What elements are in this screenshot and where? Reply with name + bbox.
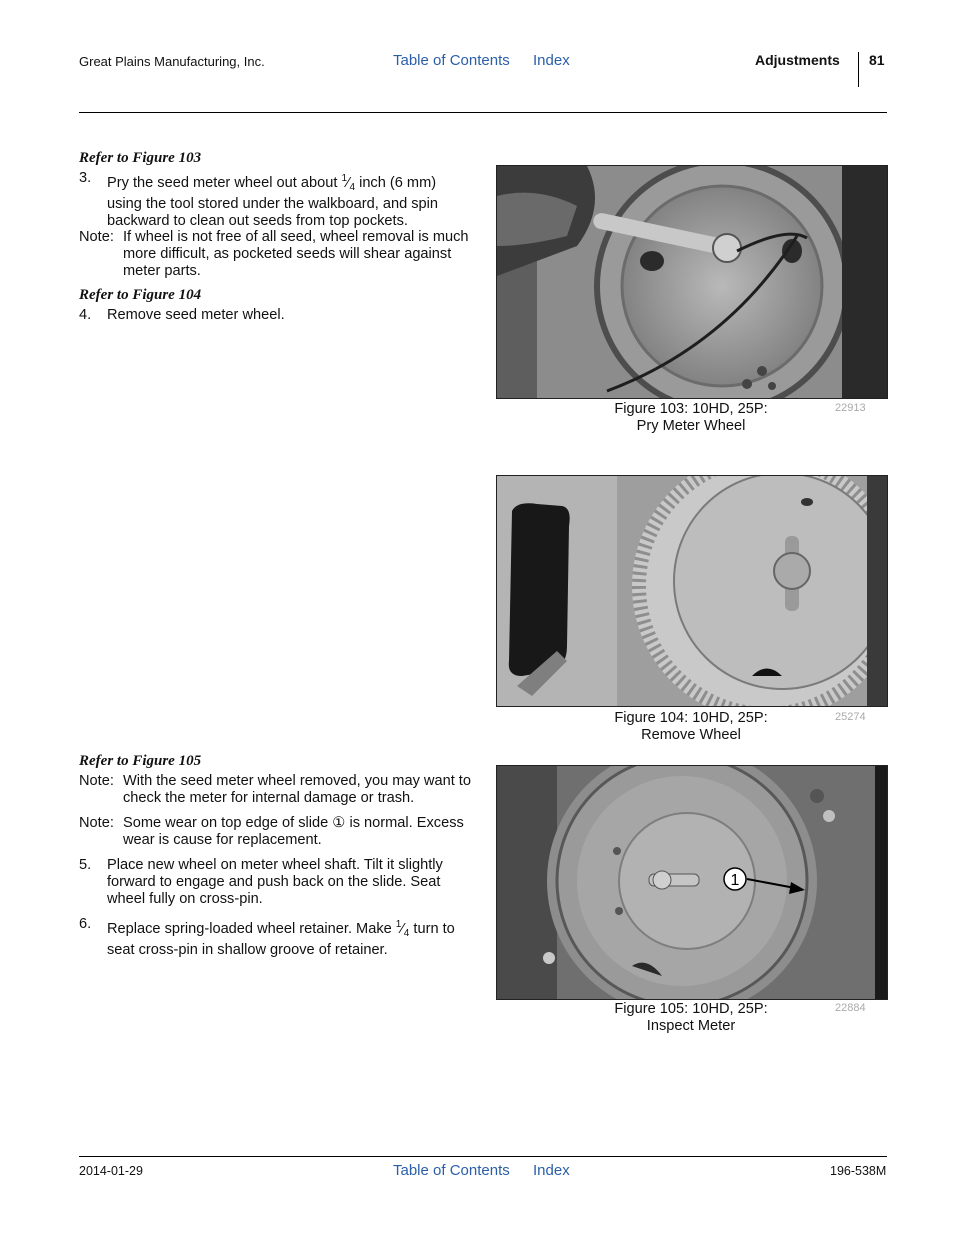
header-toc-link[interactable]: Table of Contents [393, 52, 510, 69]
fraction: $^1⁄_4$ [341, 173, 356, 193]
company-name: Great Plains Manufacturing, Inc. [79, 54, 265, 69]
step-text: turn to seat cross-pin in shallow groove of retainer. [107, 921, 455, 958]
note-text: With the seed meter wheel removed, you may want to check the meter for internal damage or trash. [123, 773, 471, 806]
step-number: 6. [79, 916, 92, 932]
document-number: 196-538M [830, 1164, 887, 1178]
step-text: Replace spring-loaded wheel retainer. Make [107, 921, 396, 937]
footer-index-link[interactable]: Index [533, 1162, 570, 1179]
note-3 [79, 815, 471, 849]
caption-line: Figure 103: 10HD, 25P: [614, 401, 768, 417]
step-text: Remove seed meter wheel. [107, 307, 285, 323]
header-divider [858, 52, 859, 87]
header-index-link[interactable]: Index [533, 52, 570, 69]
step-text: Pry the seed meter wheel out about [107, 175, 342, 191]
header-rule [79, 112, 887, 113]
page-number: 81 [869, 52, 885, 68]
caption-line: Pry Meter Wheel [636, 418, 746, 434]
figure-104-caption [496, 710, 886, 744]
figure-103-number: 22913 [835, 402, 866, 414]
note-label: Note: [79, 815, 114, 831]
note-2 [79, 773, 471, 807]
caption-line: Inspect Meter [646, 1018, 736, 1034]
note-1 [79, 229, 471, 280]
step-text: Place new wheel on meter wheel shaft. Tilt it slightly forward to engage and push back on the slide. Seat wheel fully on cross-pin. [107, 857, 443, 907]
note-label: Note: [79, 773, 114, 789]
note-text: Some wear on top edge of slide ① is normal. Excess wear is cause for replacement. [123, 815, 464, 848]
step-5 [79, 857, 471, 908]
figure-105-number: 22884 [835, 1002, 866, 1014]
step-number: 5. [79, 857, 92, 873]
section-title: Adjustments [755, 52, 840, 68]
caption-line: Figure 104: 10HD, 25P: [614, 710, 768, 726]
figure-105-caption [496, 1001, 886, 1035]
note-label: Note: [79, 229, 114, 245]
figure-104-photo [496, 475, 888, 707]
step-number: 3. [79, 170, 92, 186]
ref-figure-105: Refer to Figure 105 [79, 753, 202, 769]
footer-date: 2014-01-29 [79, 1164, 143, 1178]
figure-103-caption [496, 401, 886, 435]
note-text: If wheel is not free of all seed, wheel removal is much more difficult, as pocketed seeds will shear against meter parts. [123, 229, 469, 279]
caption-line: Remove Wheel [641, 727, 741, 743]
figure-103-photo [496, 165, 888, 399]
callout-1-label: 1 [730, 872, 740, 889]
step-6 [79, 916, 471, 959]
step-4 [79, 307, 471, 324]
step-number: 4. [79, 307, 92, 323]
footer-rule [79, 1156, 887, 1157]
ref-figure-103: Refer to Figure 103 [79, 150, 202, 166]
step-3 [79, 170, 471, 230]
step-text: inch (6 mm) using the tool stored under the walkboard, and spin backward to clean out seeds from top pockets. [107, 175, 439, 229]
footer-toc-link[interactable]: Table of Contents [393, 1162, 510, 1179]
figure-105-photo [496, 765, 888, 1000]
caption-line: Figure 105: 10HD, 25P: [614, 1001, 768, 1017]
ref-figure-104: Refer to Figure 104 [79, 287, 202, 303]
fraction: $^1⁄_4$ [395, 919, 410, 939]
figure-104-number: 25274 [835, 711, 866, 723]
